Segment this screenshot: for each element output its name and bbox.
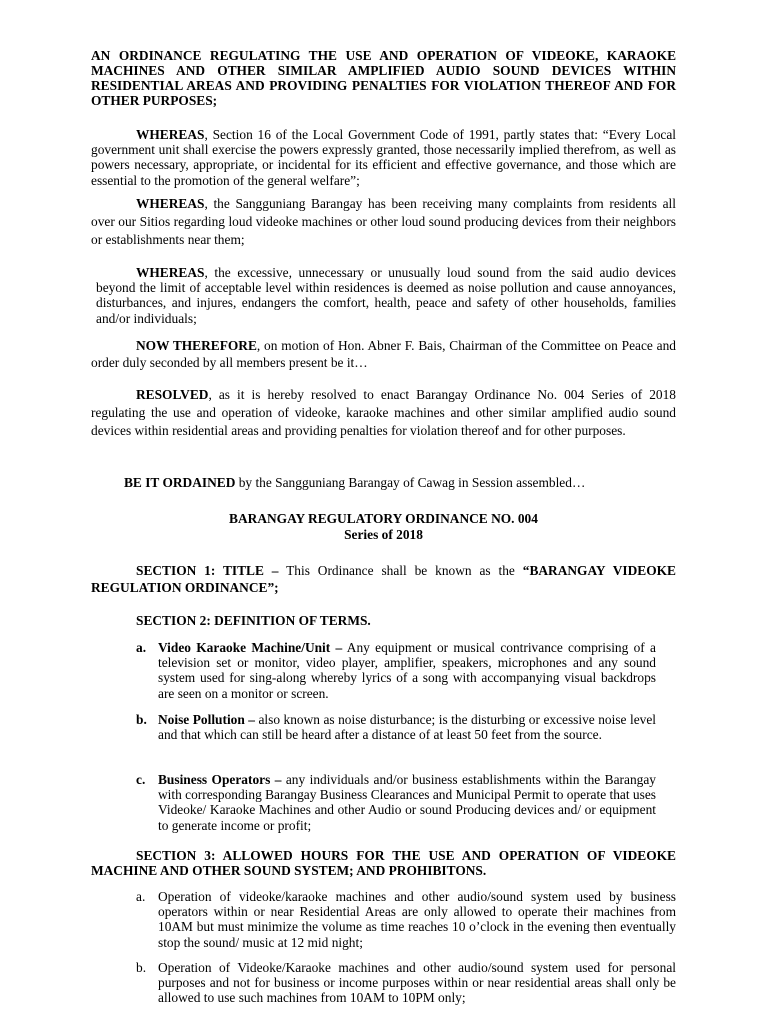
whereas-lead: WHEREAS bbox=[136, 265, 205, 280]
definition-body: also known as noise disturbance; is the disturbing or excessive noise level and that which can still be heard after a distance of at least 50 feet from the source. bbox=[158, 712, 656, 743]
whereas-lead: WHEREAS bbox=[136, 127, 205, 142]
prohibition-item bbox=[136, 889, 676, 950]
ordinance-number: BARANGAY REGULATORY ORDINANCE NO. 004 bbox=[229, 511, 538, 526]
definition-label: b. bbox=[136, 712, 147, 727]
ordained-lead: BE IT ORDAINED bbox=[124, 475, 236, 490]
definition-item bbox=[136, 640, 656, 701]
definition-body: any individuals and/or business establishments within the Barangay with corresponding Barangay Business Clearances and Municipal Permit to operate that uses Videoke/ Karaoke Machines and other Audio or sound Producing devices and/ or equipment to generate income or profit; bbox=[158, 772, 656, 833]
resolved-text: , as it is hereby resolved to enact Barangay Ordinance No. 004 Series of 2018 regulating the use and operation of videoke, karaoke machines and other similar amplified audio sound devices within residential areas and providing penalties for violation thereof and for other purposes. bbox=[91, 387, 676, 438]
whereas-paragraph-2 bbox=[91, 195, 676, 249]
resolved-paragraph bbox=[91, 386, 676, 440]
whereas-text: , Section 16 of the Local Government Code of 1991, partly states that: “Every Local government unit shall exercise the powers expressly granted, those necessarily implied therefrom, as well as powers necessary, appropriate, or incidental for its efficient and effective governance, and those which are essential to the promotion of the general welfare”; bbox=[91, 127, 676, 188]
section-1-heading: SECTION 1: TITLE – bbox=[136, 563, 279, 578]
prohibition-text: Operation of videoke/karaoke machines and other audio/sound system used by business operators within or near Residential Areas are only allowed to operate their machines from 10AM but must minimize the volume as time reaches 10 o’clock in the evening then eventually stop the sound/ music at 12 mid night; bbox=[158, 889, 676, 950]
ordained-text: by the Sangguniang Barangay of Cawag in Session assembled… bbox=[235, 475, 586, 490]
definition-body: Any equipment or musical contrivance comprising of a television set or monitor, video player, amplifier, speakers, microphones and any sound system used for sing-along whereby lyrics of a song with accompanying visual backdrops are seen on a monitor or screen. bbox=[158, 640, 656, 701]
section-2-heading-title: : DEFINITION OF TERMS. bbox=[206, 613, 371, 628]
section-3-heading: SECTION 3: ALLOWED HOURS FOR THE USE AND OPERATION OF VIDEOKE MACHINE AND OTHER SOUND SYSTEM; AND PROHIBITONS. bbox=[91, 848, 676, 879]
whereas-text: , the excessive, unnecessary or unusually loud sound from the said audio devices beyond the limit of acceptable level within residences is deemed as noise pollution and cause annoyances, disturbances, and injures, endangers the comfort, health, peace and safety of other households, families and/or individuals; bbox=[96, 265, 676, 326]
now-therefore-paragraph bbox=[91, 337, 676, 371]
prohibition-item bbox=[136, 960, 676, 1006]
definition-term: Business Operators – bbox=[158, 772, 282, 787]
definition-term: Noise Pollution – bbox=[158, 712, 255, 727]
section-1-ordinance-name: “BARANGAY VIDEOKE REGULATION ORDINANCE”; bbox=[91, 563, 676, 595]
ordinance-heading bbox=[91, 511, 676, 543]
whereas-text: , the Sangguniang Barangay has been receiving many complaints from residents all over our Sitios regarding loud videoke machines or other loud sound producing devices from their neighbors or establishments near them; bbox=[91, 196, 676, 247]
be-it-ordained-line bbox=[124, 475, 684, 490]
prohibition-text: Operation of Videoke/Karaoke machines and other audio/sound system used for personal purposes and not for business or income purposes within or near residential areas shall only be allowed to use such machines from 10AM to 10PM only; bbox=[158, 960, 676, 1006]
definition-text bbox=[158, 640, 656, 701]
whereas-paragraph-1 bbox=[91, 127, 676, 188]
definition-term: Video Karaoke Machine/Unit – bbox=[158, 640, 343, 655]
definition-label: a. bbox=[136, 640, 147, 655]
now-therefore-text: , on motion of Hon. Abner F. Bais, Chairman of the Committee on Peace and order duly seconded by all members present be it… bbox=[91, 338, 676, 370]
section-2-heading bbox=[136, 613, 676, 628]
ordinance-series: Series of 2018 bbox=[344, 527, 423, 542]
definition-text bbox=[158, 772, 656, 833]
section-1 bbox=[91, 562, 676, 596]
definition-item bbox=[136, 772, 656, 833]
whereas-lead: WHEREAS bbox=[136, 196, 205, 211]
definition-text bbox=[158, 712, 656, 742]
section-2-heading-number: SECTION 2 bbox=[136, 613, 207, 628]
document-title: AN ORDINANCE REGULATING THE USE AND OPERATION OF VIDEOKE, KARAOKE MACHINES AND OTHER SIMILAR AMPLIFIED AUDIO SOUND DEVICES WITHIN RESIDENTIAL AREAS AND PROVIDING PENALTIES FOR VIOLATION THEREOF AND FOR OTHER PURPOSES; bbox=[91, 48, 676, 108]
resolved-lead: RESOLVED bbox=[136, 387, 209, 402]
definition-item bbox=[136, 712, 656, 742]
definition-label: c. bbox=[136, 772, 146, 787]
prohibition-label: b. bbox=[136, 960, 147, 975]
section-1-text: This Ordinance shall be known as the bbox=[278, 563, 523, 578]
whereas-paragraph-3 bbox=[96, 265, 676, 326]
prohibition-label: a. bbox=[136, 889, 146, 904]
now-therefore-lead: NOW THEREFORE bbox=[136, 338, 257, 353]
